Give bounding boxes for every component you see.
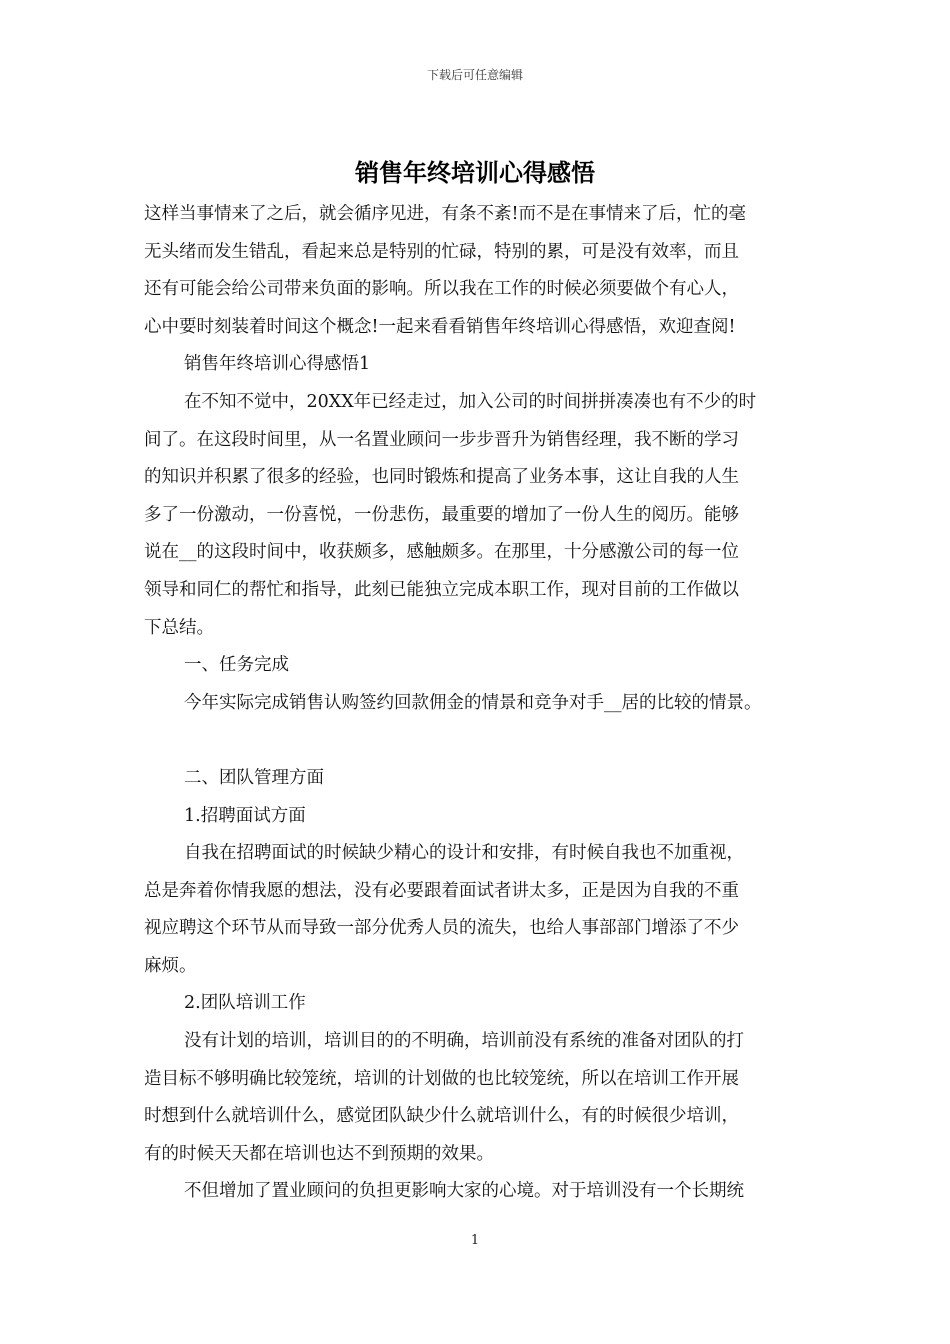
subsection-heading: 2.团队培训工作 [184, 993, 306, 1014]
page-number: 1 [470, 1233, 480, 1248]
paragraph-line: 总是奔着你情我愿的想法，没有必要跟着面试者讲太多，正是因为自我的不重 [144, 880, 739, 901]
paragraph-line: 多了一份激动，一份喜悦，一份悲伤，最重要的增加了一份人生的阅历。能够 [144, 504, 739, 525]
document-title: 销售年终培训心得感悟 [355, 158, 595, 187]
page-header-note: 下载后可任意编辑 [426, 68, 523, 82]
paragraph-line: 下总结。 [144, 617, 214, 638]
paragraph-line: 有的时候天天都在培训也达不到预期的效果。 [144, 1143, 494, 1164]
subsection-heading: 1.招聘面试方面 [184, 805, 306, 826]
paragraph-line: 心中要时刻装着时间这个概念!一起来看看销售年终培训心得感悟，欢迎查阅! [144, 316, 736, 337]
paragraph-line: 间了。在这段时间里，从一名置业顾问一步步晋升为销售经理，我不断的学习 [144, 429, 739, 450]
paragraph-line: 没有计划的培训，培训目的的不明确，培训前没有系统的准备对团队的打 [184, 1031, 744, 1052]
paragraph-line: 视应聘这个环节从而导致一部分优秀人员的流失，也给人事部部门增添了不少 [144, 918, 739, 939]
paragraph-line: 的知识并积累了很多的经验，也同时锻炼和提高了业务本事，这让自我的人生 [144, 467, 739, 488]
paragraph-line: 还有可能会给公司带来负面的影响。所以我在工作的时候必须要做个有心人， [144, 279, 739, 300]
paragraph-line: 今年实际完成销售认购签约回款佣金的情景和竞争对手__居的比较的情景。 [184, 692, 762, 713]
section-heading: 销售年终培训心得感悟1 [184, 354, 371, 375]
paragraph-line: 在不知不觉中，20XX年已经走过，加入公司的时间拼拼凑凑也有不少的时 [184, 391, 757, 412]
paragraph-line: 麻烦。 [144, 955, 197, 976]
paragraph-line: 造目标不够明确比较笼统，培训的计划做的也比较笼统，所以在培训工作开展 [144, 1068, 739, 1089]
paragraph-line: 时想到什么就培训什么，感觉团队缺少什么就培训什么，有的时候很少培训， [144, 1106, 739, 1127]
paragraph-line: 这样当事情来了之后，就会循序见进，有条不紊!而不是在事情来了后，忙的毫 [144, 204, 747, 224]
paragraph-line: 自我在招聘面试的时候缺少精心的设计和安排，有时候自我也不加重视， [184, 843, 744, 864]
blank-line [144, 722, 824, 760]
paragraph-line: 说在__的这段时间中，收获颇多，感触颇多。在那里，十分感激公司的每一位 [144, 542, 739, 563]
paragraph-line: 无头绪而发生错乱，看起来总是特别的忙碌，特别的累，可是没有效率，而且 [144, 241, 739, 262]
section-heading: 二、团队管理方面 [184, 767, 324, 788]
paragraph-line: 领导和同仁的帮忙和指导，此刻已能独立完成本职工作，现对目前的工作做以 [144, 579, 739, 600]
section-heading: 一、任务完成 [184, 655, 289, 676]
paragraph-line: 不但增加了置业顾问的负担更影响大家的心境。对于培训没有一个长期统 [184, 1181, 744, 1202]
document-body [144, 196, 824, 1211]
